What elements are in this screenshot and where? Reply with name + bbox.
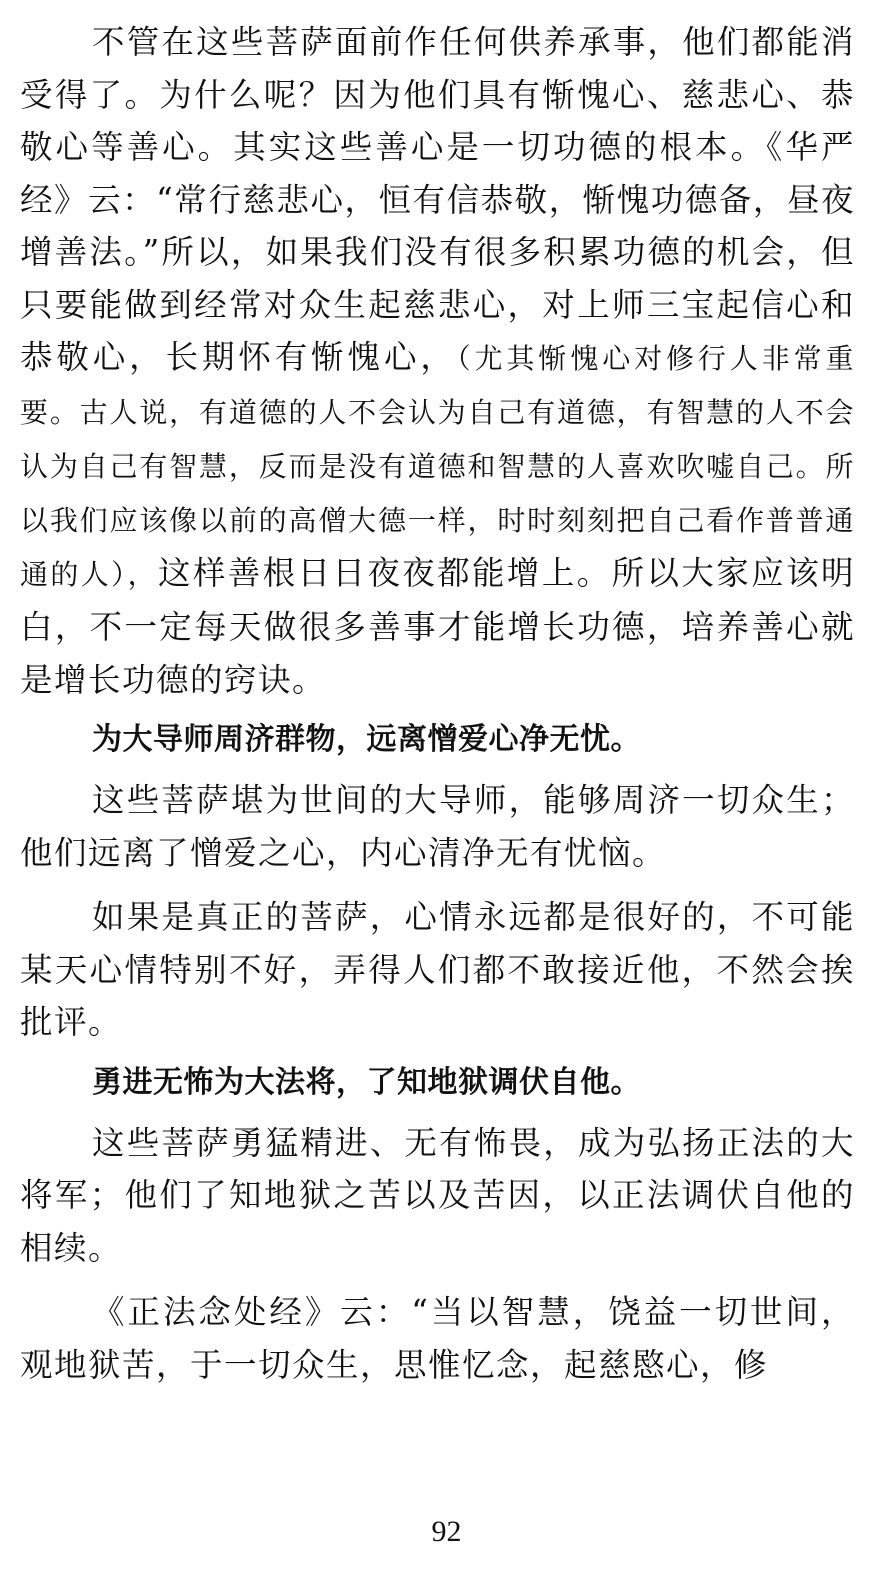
book-page (20, 16, 855, 1586)
paragraph-tail-text: 这样善根日日夜夜都能增上。所以大家应该明白，不一定每天做很多善事才能增长功德，培养善心就是增长功德的窍诀。 (20, 554, 855, 699)
paragraph-sutra-quotation: 《正法念处经》云：“当以智慧，饶益一切世间，观地狱苦，于一切众生，思惟忆念，起慈愍心，修 (20, 1293, 855, 1384)
spacer (20, 706, 855, 714)
verse-heading-great-guide: 为大导师周济群物，远离憎爱心净无忧。 (92, 722, 641, 757)
paragraph-true-bodhisattva-mood: 如果是真正的菩萨，心情永远都是很好的，不可能某天心情特别不好，弄得人们都不敢接近他，不然会挨批评。 (20, 898, 855, 1041)
spacer (20, 1274, 855, 1286)
parenthetical-note-humility: （尤其惭愧心对修行人非常重要。古人说，有道德的人不会认为自己有道德，有智慧的人不会认为自己有智慧，反而是没有道德和智慧的人喜欢吹嘘自己。所以我们应该像以前的高僧大德一样，时时刻刻把自己看作普普通通的人）， (20, 342, 855, 591)
verse-heading-dharma-general: 勇进无怖为大法将，了知地狱调伏自他。 (92, 1064, 641, 1100)
spacer (20, 879, 855, 891)
spacer (20, 1049, 855, 1057)
paragraph-main-text: 不管在这些菩萨面前作任何供养承事，他们都能消受得了。为什么呢？因为他们具有惭愧心、慈悲心、恭敬心等善心。其实这些善心是一切功德的根本。《华严经》云：“常行慈悲心，恒有信恭敬，惭愧功德备，昼夜增善法。”所以，如果我们没有很多积累功德的机会，但只要能做到经常对众生起慈悲心，对上师三宝起信心和恭敬心，长期怀有惭愧心， (20, 23, 855, 376)
spacer (20, 1109, 855, 1117)
spacer (20, 766, 855, 774)
paragraph-great-guide-explanation: 这些菩萨堪为世间的大导师，能够周济一切众生；他们远离了憎爱之心，内心清净无有忧恼。 (20, 781, 855, 872)
page-number: 92 (431, 1515, 462, 1548)
paragraph-dharma-general-explanation: 这些菩萨勇猛精进、无有怖畏，成为弘扬正法的大将军；他们了知地狱之苦以及苦因，以正法调伏自他的相续。 (20, 1123, 855, 1267)
paragraph-offerings-and-virtue (20, 16, 855, 706)
